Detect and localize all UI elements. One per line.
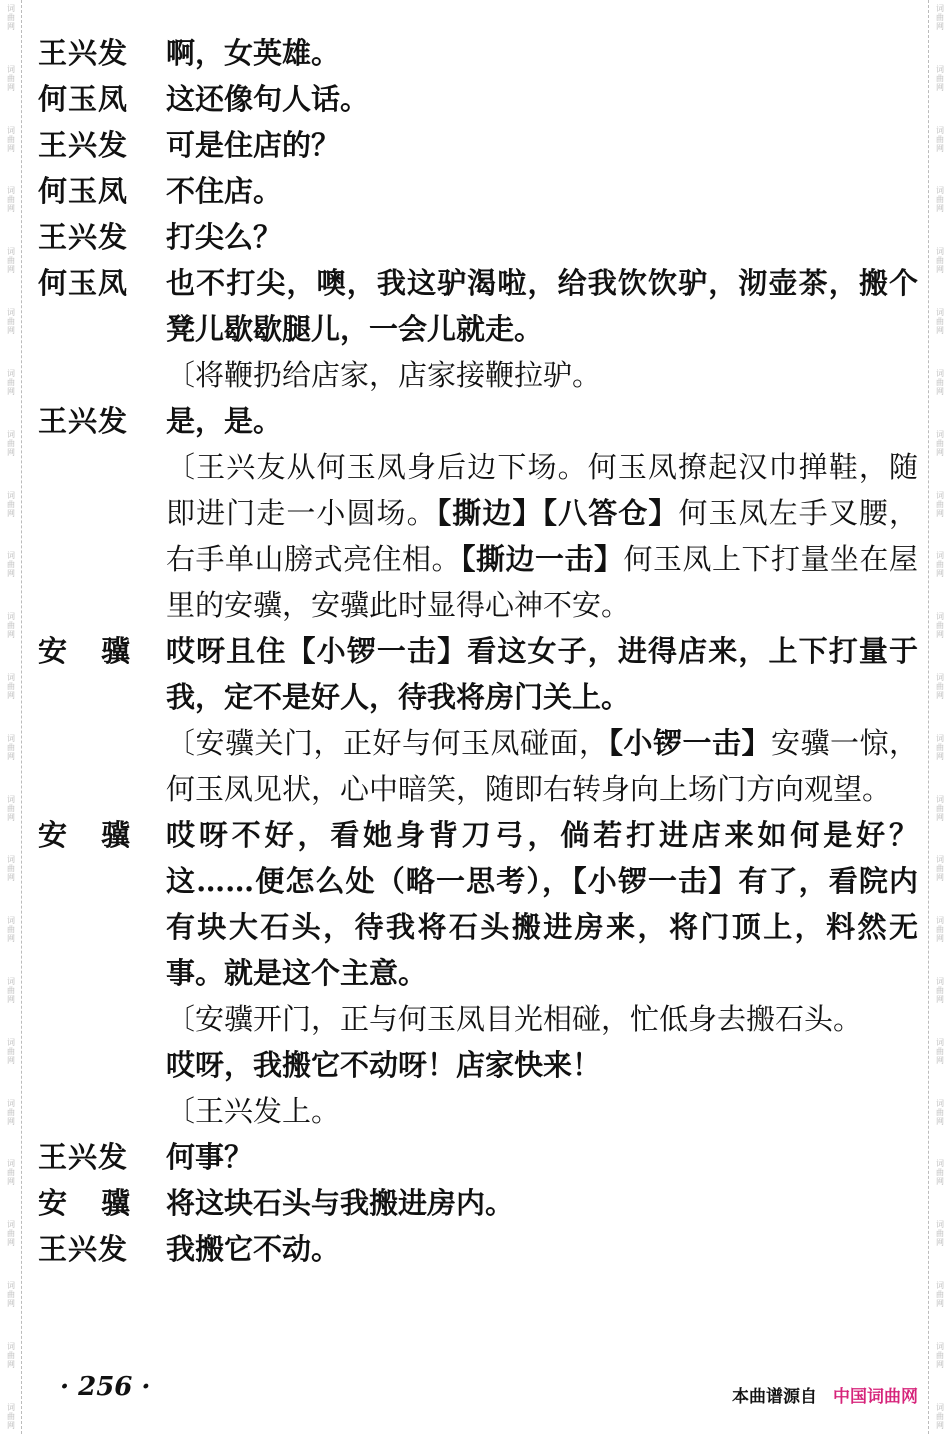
percussion-cue: 【撕边一击】 bbox=[460, 542, 624, 576]
dialogue-text: 啊，女英雄。 bbox=[166, 36, 341, 70]
watermark-text: 词曲网 bbox=[6, 490, 16, 518]
watermark-text: 词曲网 bbox=[935, 1159, 945, 1187]
percussion-cue: 【小锣一击】 bbox=[608, 726, 771, 760]
dialogue-text bbox=[166, 812, 918, 996]
watermark-text: 词曲网 bbox=[6, 1220, 16, 1248]
source-label: 本曲谱源自 bbox=[732, 1387, 817, 1407]
watermark-text: 词曲网 bbox=[6, 308, 16, 336]
speaker-name: 王兴发 bbox=[38, 220, 129, 254]
watermark-text: 词曲网 bbox=[935, 794, 945, 822]
watermark-text: 词曲网 bbox=[935, 186, 945, 214]
watermark-text: 词曲网 bbox=[935, 490, 945, 518]
watermark-text: 词曲网 bbox=[935, 1341, 945, 1369]
watermark-text: 词曲网 bbox=[6, 186, 16, 214]
watermark-text: 词曲网 bbox=[935, 612, 945, 640]
watermark-text: 词曲网 bbox=[935, 1037, 945, 1065]
stage-direction: 〔王兴发上。 bbox=[166, 1094, 341, 1128]
source-credit bbox=[732, 1382, 918, 1407]
dialogue-text: 这还像句人话。 bbox=[166, 82, 370, 116]
watermark-text: 词曲网 bbox=[935, 551, 945, 579]
dialogue-text-part: 看这女子，进得店来，上下打量于我，定不是好人，待我将房门关上。 bbox=[166, 634, 918, 714]
dialogue-text: 可是住店的？ bbox=[166, 128, 341, 162]
dialogue-line bbox=[38, 1180, 918, 1226]
speaker-name: 王兴发 bbox=[38, 1140, 129, 1174]
dialogue-line bbox=[38, 214, 918, 260]
watermark-text: 词曲网 bbox=[6, 855, 16, 883]
watermark-text: 词曲网 bbox=[935, 4, 945, 31]
speaker-name: 王兴发 bbox=[38, 128, 129, 162]
stage-text: 安骥一惊，何玉凤见状，心中暗笑，随即右转身向上场门方向观望。 bbox=[166, 726, 918, 806]
dialogue-line bbox=[38, 30, 918, 76]
speaker-name: 何玉凤 bbox=[38, 82, 129, 116]
watermark-text: 词曲网 bbox=[935, 1220, 945, 1248]
dialogue-line bbox=[38, 1042, 918, 1088]
dialogue-line bbox=[38, 812, 918, 996]
watermark-text: 词曲网 bbox=[935, 855, 945, 883]
dialogue-line bbox=[38, 628, 918, 720]
watermark-text: 词曲网 bbox=[935, 1281, 945, 1309]
dialogue-text: 将这块石头与我搬进房内。 bbox=[166, 1186, 515, 1220]
watermark-text: 词曲网 bbox=[6, 794, 16, 822]
watermark-text: 词曲网 bbox=[6, 1159, 16, 1187]
dialogue-line bbox=[38, 1134, 918, 1180]
percussion-cue: 【小锣一击】 bbox=[572, 864, 739, 898]
watermark-text: 词曲网 bbox=[935, 125, 945, 153]
dialogue-line bbox=[38, 398, 918, 444]
speaker-name: 安骥 bbox=[38, 1186, 165, 1220]
speaker-name: 何玉凤 bbox=[38, 266, 129, 300]
watermark-text: 词曲网 bbox=[6, 916, 16, 944]
speaker-name: 何玉凤 bbox=[38, 174, 129, 208]
watermark-text: 词曲网 bbox=[935, 247, 945, 275]
dialogue-text: 也不打尖，噢，我这驴渴啦，给我饮饮驴，沏壶茶，搬个凳儿歇歇腿儿，一会儿就走。 bbox=[166, 266, 918, 346]
watermark-text: 词曲网 bbox=[935, 1402, 945, 1430]
watermark-text: 词曲网 bbox=[935, 429, 945, 457]
watermark-text: 词曲网 bbox=[6, 977, 16, 1004]
watermark-text: 词曲网 bbox=[6, 1341, 16, 1369]
watermark-text: 词曲网 bbox=[6, 672, 16, 700]
stage-direction bbox=[166, 720, 918, 812]
page-number: · 256 · bbox=[60, 1372, 151, 1402]
watermark-text: 词曲网 bbox=[6, 1281, 16, 1309]
stage-text: 何玉凤左手叉腰，右手单山膀式亮住相。 bbox=[166, 496, 918, 576]
watermark-text: 词曲网 bbox=[6, 4, 16, 31]
dialogue-text bbox=[166, 628, 918, 720]
dialogue-line bbox=[38, 76, 918, 122]
watermark-text: 词曲网 bbox=[935, 308, 945, 336]
dialogue-line bbox=[38, 122, 918, 168]
dialogue-text-part: 有了，看院内有块大石头，待我将石头搬进房来，将门顶上，料然无事。就是这个主意。 bbox=[166, 864, 918, 990]
dialogue-text: 何事？ bbox=[166, 1140, 254, 1174]
dialogue-text: 是，是。 bbox=[166, 404, 283, 438]
stage-direction: 〔安骥开门，正与何玉凤目光相碰，忙低身去搬石头。 bbox=[166, 1002, 863, 1036]
watermark-text: 词曲网 bbox=[6, 1098, 16, 1126]
left-watermark-strip bbox=[0, 0, 22, 1434]
dialogue-line bbox=[38, 260, 918, 352]
watermark-text: 词曲网 bbox=[6, 368, 16, 396]
dialogue-text: 不住店。 bbox=[166, 174, 283, 208]
speaker-name bbox=[38, 1042, 166, 1088]
script-page bbox=[38, 30, 918, 1272]
dialogue-text: 我搬它不动。 bbox=[166, 1232, 341, 1266]
watermark-text: 词曲网 bbox=[935, 1098, 945, 1126]
dialogue-text-part: 哎呀不好，看她身背刀弓，倘若打进店来如何是好？这……便怎么处（略一思考）， bbox=[166, 818, 918, 898]
watermark-text: 词曲网 bbox=[6, 551, 16, 579]
watermark-text: 词曲网 bbox=[935, 916, 945, 944]
stage-direction: 〔将鞭扔给店家，店家接鞭拉驴。 bbox=[166, 358, 602, 392]
speaker-name: 安骥 bbox=[38, 634, 165, 668]
dialogue-line bbox=[38, 168, 918, 214]
stage-text: 何玉凤上下打量坐在屋里的安骥，安骥此时显得心神不安。 bbox=[166, 542, 918, 622]
dialogue-text: 打尖么？ bbox=[166, 220, 283, 254]
percussion-cue: 【小锣一击】 bbox=[286, 634, 468, 668]
watermark-text: 词曲网 bbox=[6, 733, 16, 761]
stage-direction bbox=[166, 444, 918, 628]
percussion-cue: 【撕边】【八答仓】 bbox=[436, 496, 679, 530]
watermark-text: 词曲网 bbox=[935, 64, 945, 92]
watermark-text: 词曲网 bbox=[6, 612, 16, 640]
speaker-name: 王兴发 bbox=[38, 36, 129, 70]
watermark-text: 词曲网 bbox=[6, 429, 16, 457]
watermark-text: 词曲网 bbox=[6, 1037, 16, 1065]
dialogue-line bbox=[38, 1226, 918, 1272]
watermark-text: 词曲网 bbox=[935, 368, 945, 396]
watermark-text: 词曲网 bbox=[935, 733, 945, 761]
watermark-text: 词曲网 bbox=[6, 64, 16, 92]
stage-text: 〔安骥关门，正好与何玉凤碰面， bbox=[166, 726, 609, 760]
speaker-name: 王兴发 bbox=[38, 404, 129, 438]
watermark-text: 词曲网 bbox=[6, 125, 16, 153]
speaker-name: 安骥 bbox=[38, 818, 165, 852]
dialogue-text: 哎呀，我搬它不动呀！店家快来！ bbox=[166, 1048, 602, 1082]
watermark-text: 词曲网 bbox=[935, 672, 945, 700]
dialogue-text-part: 哎呀且住 bbox=[166, 634, 287, 668]
watermark-text: 词曲网 bbox=[6, 247, 16, 275]
right-watermark-strip bbox=[928, 0, 950, 1434]
stage-text: 〔王兴友从何玉凤身后边下场。何玉凤撩起汉巾掸鞋，随即进门走一小圆场。 bbox=[166, 450, 918, 530]
speaker-name: 王兴发 bbox=[38, 1232, 129, 1266]
source-site-link[interactable]: 中国词曲网 bbox=[833, 1387, 918, 1407]
watermark-text: 词曲网 bbox=[6, 1402, 16, 1430]
watermark-text: 词曲网 bbox=[935, 977, 945, 1004]
